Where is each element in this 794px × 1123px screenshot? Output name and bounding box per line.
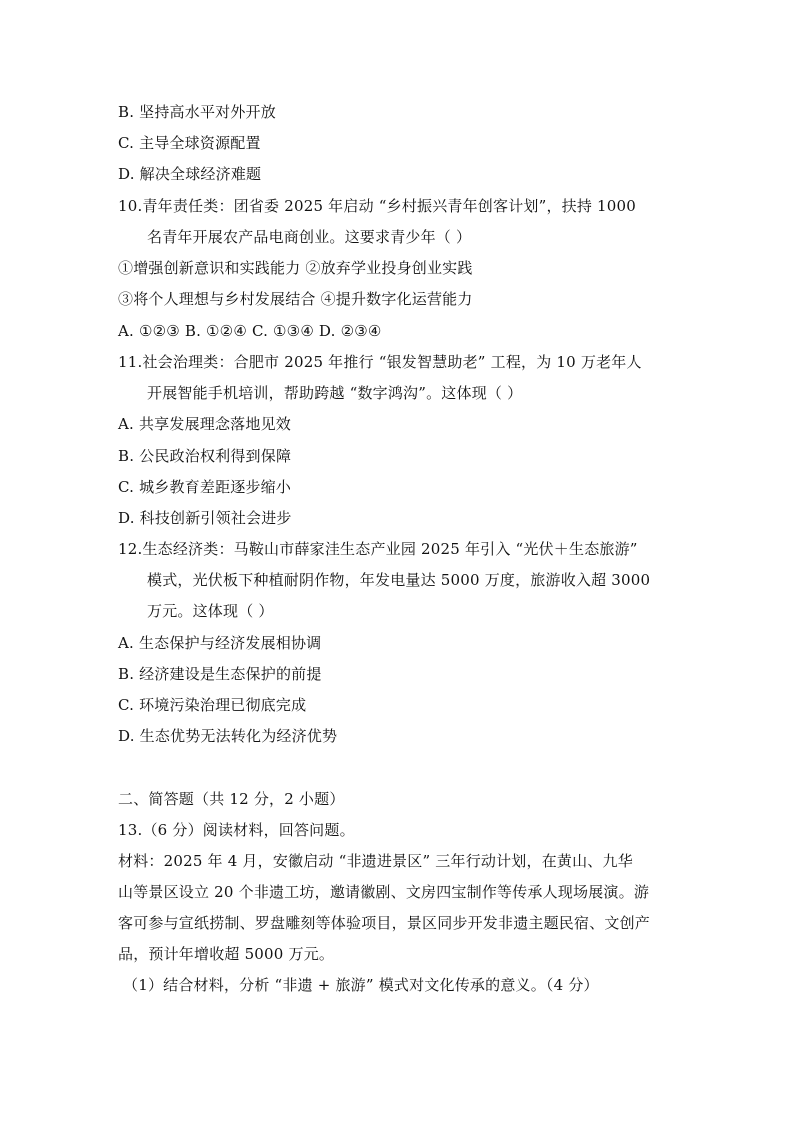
- q12-option-b: B. 经济建设是生态保护的前提: [118, 665, 322, 683]
- q11-option-c: C. 城乡教育差距逐步缩小: [118, 478, 292, 496]
- q12-stem-line2: 模式，光伏板下种植耐阴作物，年发电量达 5000 万度，旅游收入超 3000: [147, 571, 651, 589]
- q11-option-d: D. 科技创新引领社会进步: [118, 509, 292, 527]
- q13-material-line1: 材料：2025 年 4 月，安徽启动 “非遗进景区” 三年行动计划，在黄山、九华: [118, 852, 633, 870]
- q10-statements-line2: ③将个人理想与乡村发展结合 ④提升数字化运营能力: [118, 290, 473, 308]
- q12-stem-line1: 12.生态经济类：马鞍山市薛家洼生态产业园 2025 年引入 “光伏＋生态旅游”: [118, 540, 638, 558]
- q9-option-b: B. 坚持高水平对外开放: [118, 103, 276, 121]
- q10-statements-line1: ①增强创新意识和实践能力 ②放弃学业投身创业实践: [118, 259, 473, 277]
- q12-stem-line3: 万元。这体现（ ）: [147, 602, 274, 620]
- q10-stem-line1: 10.青年责任类：团省委 2025 年启动 “乡村振兴青年创客计划”，扶持 1000: [118, 197, 637, 215]
- q11-stem-line1: 11.社会治理类：合肥市 2025 年推行 “银发智慧助老” 工程，为 10 万老年人: [118, 353, 642, 371]
- q12-option-a: A. 生态保护与经济发展相协调: [118, 634, 322, 652]
- q13-heading: 13.（6 分）阅读材料，回答问题。: [118, 821, 355, 839]
- q11-option-b: B. 公民政治权利得到保障: [118, 447, 292, 465]
- q13-material-line4: 品，预计年增收超 5000 万元。: [118, 945, 335, 963]
- q9-option-c: C. 主导全球资源配置: [118, 134, 261, 152]
- q13-subquestion-1: （1）结合材料，分析 “非遗 + 旅游” 模式对文化传承的意义。（4 分）: [123, 976, 599, 994]
- q11-stem-line2: 开展智能手机培训，帮助跨越 “数字鸿沟”。这体现（ ）: [147, 384, 523, 402]
- q13-material-line2: 山等景区设立 20 个非遗工坊，邀请徽剧、文房四宝制作等传承人现场展演。游: [118, 883, 650, 901]
- section-two-heading: 二、简答题（共 12 分，2 小题）: [118, 790, 345, 808]
- q10-stem-line2: 名青年开展农产品电商创业。这要求青少年（ ）: [147, 228, 472, 246]
- q12-option-c: C. 环境污染治理已彻底完成: [118, 696, 307, 714]
- q12-option-d: D. 生态优势无法转化为经济优势: [118, 727, 338, 745]
- q10-options: A. ①②③ B. ①②④ C. ①③④ D. ②③④: [118, 322, 382, 340]
- q13-material-line3: 客可参与宣纸捞制、罗盘雕刻等体验项目，景区同步开发非遗主题民宿、文创产: [118, 914, 651, 932]
- q11-option-a: A. 共享发展理念落地见效: [118, 415, 291, 433]
- q9-option-d: D. 解决全球经济难题: [118, 165, 262, 183]
